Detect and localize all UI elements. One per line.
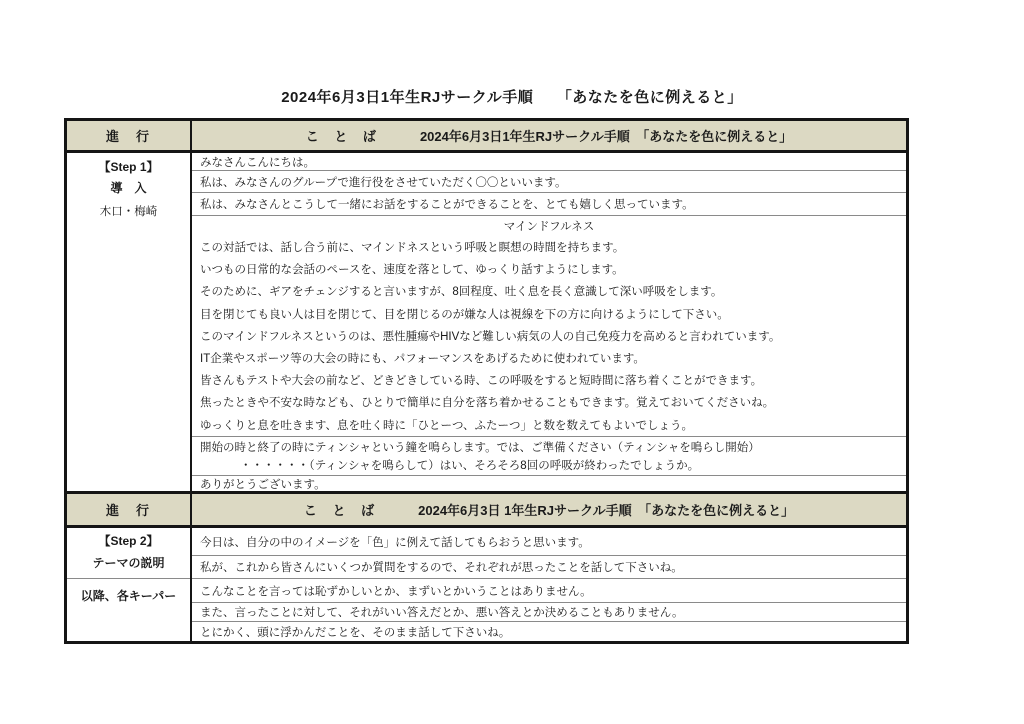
tincha-line-2: ・・・・・・（ティンシャを鳴らして）はい、そろそろ8回の呼吸が終わったでしょうか。 [240,460,700,472]
script-line: とにかく、頭に浮かんだことを、そのまま話して下さいね。 [200,626,511,639]
header2-title-text: 2024年6月3日 1年生RJサークル手順 「あなたを色に例えると」 [418,503,795,518]
script-line: こんなことを言っては恥ずかしいとか、まずいとかいうことはありません。 [192,579,906,603]
header2-kotoba-label: こ と ば [303,503,381,518]
script-line: 今日は、自分の中のイメージを「色」に例えて話してもらおうと思います。 [192,528,906,556]
thanks-line: ありがとうございます。 [200,478,326,491]
step2-section [67,528,906,641]
script-line: 私が、これから皆さんにいくつか質問をするので、それぞれが思ったことを話して下さいね。 [192,556,906,579]
step1-section [67,153,906,491]
mindfulness-heading: マインドフルネス [503,221,595,233]
mindfulness-paragraph: IT企業やスポーツ等の大会の時にも、パフォーマンスをあげるために使われています。 [200,353,645,366]
header2-kotoba-cell [192,494,906,525]
mindfulness-paragraph: いつもの日常的な会話のペースを、速度を落として、ゆっくり話すようにします。 [200,264,624,277]
mindfulness-paragraph: この対話では、話し合う前に、マインドネスという呼吸と瞑想の時間を持ちます。 [200,242,625,254]
step1-name: 導 入 [110,181,147,195]
document-title: 2024年6月3日1年生RJサークル手順 「あなたを色に例えると」 [281,89,743,106]
step2-theme-cell [67,528,190,579]
script-line: 私は、みなさんのグループで進行役をさせていただく〇〇といいます。 [192,171,906,193]
step1-label: 【Step 1】 [98,160,159,174]
step2-script-column [192,528,906,641]
step2-left-column [67,528,192,641]
step2-sub-label: 以降、各キーパー [80,589,177,603]
table-header-2 [67,491,906,528]
mindfulness-paragraph: 目を閉じても良い人は目を閉じて、目を閉じるのが嫌な人は視線を下の方に向けるようにして下さい。 [200,308,729,321]
tincha-line-1: 開始の時と終了の時にティンシャという鐘を鳴らします。では、ご準備ください（ティンシャを鳴らし開始） [200,442,760,454]
step1-members: 木口・梅崎 [99,206,158,218]
header1-kotoba-label: こ と ば [305,129,382,144]
mindfulness-paragraph: 焦ったときや不安な時なども、ひとりで簡単に自分を落ち着かせることもできます。覚えておいてくださいね。 [200,397,775,410]
mindfulness-paragraph: このマインドフルネスというのは、悪性腫瘍やHIVなど難しい病気の人の自己免疫力を高めると言われています。 [200,330,781,343]
step1-left-column [67,153,192,491]
step2-label: 【Step 2】 [98,534,159,548]
step2-name: テーマの説明 [92,556,165,570]
step1-script-column [192,153,906,491]
mindfulness-paragraph: 皆さんもテストや大会の前など、どきどきしている時、この呼吸をすると短時間に落ち着くことができます。 [200,375,763,388]
mindfulness-paragraph: そのために、ギアをチェンジすると言いますが、8回程度、吐く息を長く意識して深い呼吸をします。 [200,286,723,299]
script-line: 私は、みなさんとこうして一緒にお話をすることができることを、とても嬉しく思っています。 [192,193,906,216]
step2-keeper-cell [67,579,190,641]
script-line: みなさんこんにちは。 [192,153,906,171]
mindfulness-cell [192,216,906,437]
procedure-table [64,118,909,644]
header1-title-text: 2024年6月3日1年生RJサークル手順 「あなたを色に例えると」 [419,129,793,144]
header1-kotoba-cell [192,121,906,150]
table-header-1 [67,121,906,153]
script-line: また、言ったことに対して、それがいい答えだとか、悪い答えとか決めることもありません。 [192,603,906,622]
header2-progress-cell: 進 行 [67,494,192,525]
mindfulness-paragraph: ゆっくりと息を吐きます、息を吐く時に「ひとーつ、ふたーつ」と数を数えてもよいでしょう。 [200,419,693,432]
header1-progress-cell: 進 行 [67,121,192,150]
tincha-cell [192,437,906,476]
